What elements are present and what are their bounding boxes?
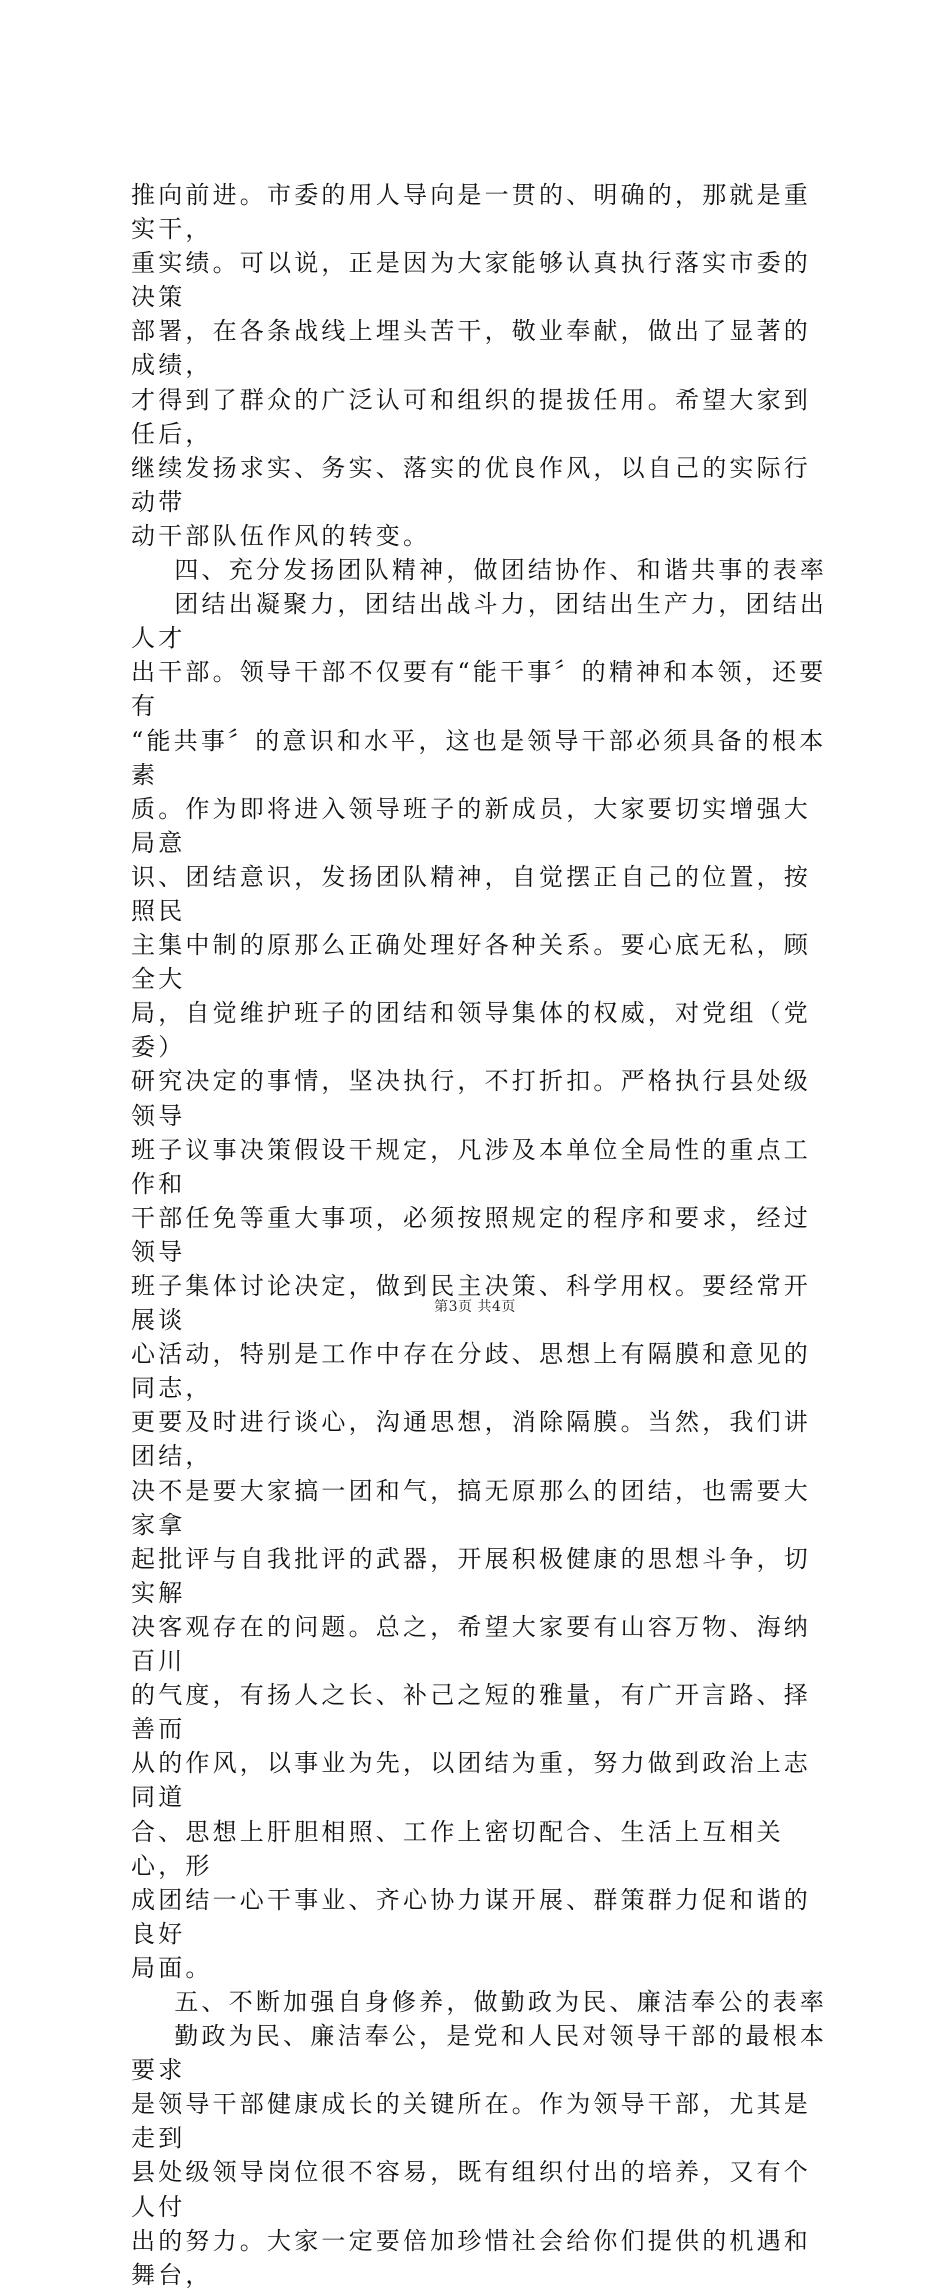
text-line: 重实绩。可以说，正是因为大家能够认真执行落实市委的决策 [131,249,811,312]
section-heading-5: 五、不断加强自身修养，做勤政为民、廉洁奉公的表率 [131,1987,828,2016]
text-line: 决客观存在的问题。总之，希望大家要有山容万物、海纳百川 [131,1612,811,1676]
text-line: 决不是要大家搞一团和气，搞无原那么的团结，也需要大家拿 [131,1476,811,1539]
text-line: 班子议事决策假设干规定，凡涉及本单位全局性的重点工作和 [131,1135,811,1198]
text-line: 动干部队伍作风的转变。 [131,521,431,550]
text-line: 识、团结意识，发扬团队精神，自觉摆正自己的位置，按照民 [131,862,811,925]
text-line: 出的努力。大家一定要倍加珍惜社会给你们提供的机遇和舞台， [131,2226,811,2289]
text-line: 合、思想上肝胆相照、工作上密切配合、生活上互相关心，形 [131,1817,784,1880]
text-line: 从的作风，以事业为先，以团结为重，努力做到政治上志同道 [131,1749,811,1812]
text-line: 更要及时进行谈心，沟通思想，消除隔膜。当然，我们讲团结， [131,1408,811,1471]
text-line: 出干部。领导干部不仅要有“能干事〞的精神和本领，还要有 [131,658,827,721]
text-line: 质。作为即将进入领导班子的新成员，大家要切实增强大局意 [131,794,811,857]
text-line: 主集中制的原那么正确处理好各种关系。要心底无私，顾全大 [131,931,811,994]
text-line: 的气度，有扬人之长、补己之短的雅量，有广开言路、择善而 [131,1681,811,1744]
text-line: 班子集体讨论决定，做到民主决策、科学用权。要经常开展谈 [131,1272,811,1335]
text-line: 县处级领导岗位很不容易，既有组织付出的培养，又有个人付 [131,2158,811,2221]
text-line: 推向前进。市委的用人导向是一贯的、明确的，那就是重实干， [131,181,811,244]
text-line: 起批评与自我批评的武器，开展积极健康的思想斗争，切实解 [131,1544,811,1607]
page-footer: 第3页 共4页 [434,1299,516,1315]
text-line: 继续发扬求实、务实、落实的优良作风，以自己的实际行动带 [131,453,811,516]
text-line: 部署，在各条战线上埋头苦干，敬业奉献，做出了显著的成绩， [131,317,811,380]
text-line: 才得到了群众的广泛认可和组织的提拔任用。希望大家到任后， [131,385,811,448]
text-line: “能共事〞的意识和水平，这也是领导干部必须具备的根本素 [131,726,827,789]
text-line: 研究决定的事情，坚决执行，不打折扣。严格执行县处级领导 [131,1067,811,1130]
text-line: 干部任免等重大事项，必须按照规定的程序和要求，经过领导 [131,1203,811,1266]
document-body [131,178,831,2292]
text-line: 局面。 [131,1953,213,1982]
text-line: 团结出凝聚力，团结出战斗力，团结出生产力，团结出人才 [131,590,828,653]
section-heading-4: 四、充分发扬团队精神，做团结协作、和谐共事的表率 [131,556,828,585]
text-line: 成团结一心干事业、齐心协力谋开展、群策群力促和谐的良好 [131,1885,811,1948]
text-line: 是领导干部健康成长的关键所在。作为领导干部，尤其是走到 [131,2090,811,2153]
text-line: 心活动，特别是工作中存在分歧、思想上有隔膜和意见的同志， [131,1340,811,1403]
text-line: 勤政为民、廉洁奉公，是党和人民对领导干部的最根本要求 [131,2022,828,2085]
text-line: 局，自觉维护班子的团结和领导集体的权威，对党组（党委） [131,999,811,1062]
